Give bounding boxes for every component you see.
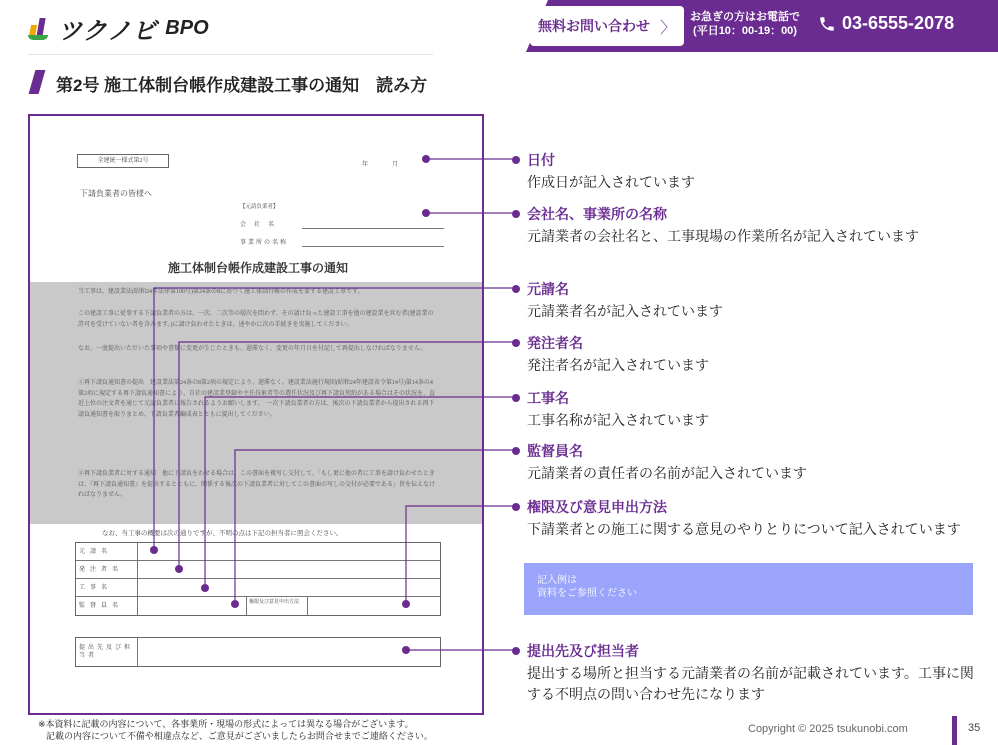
annotation-desc: 元請業者の責任者の名前が記入されています	[527, 465, 807, 481]
bullet-dot-icon	[512, 156, 520, 164]
bullet-dot-icon	[512, 394, 520, 402]
doc-date-month: 月	[392, 162, 399, 168]
annotation-desc: 作成日が記入されています	[527, 174, 695, 190]
annotation-label: 発注者名	[527, 335, 583, 351]
table-cell-label: 提出先及び担当者	[76, 638, 138, 666]
bullet-dot-icon	[512, 647, 520, 655]
page-title: 第2号 施工体制台帳作成建設工事の通知 読み方	[56, 76, 428, 95]
doc-opinion-label: 権限及び意見申出方法	[246, 597, 308, 615]
annotation-label: 工事名	[527, 390, 569, 406]
doc-salutation: 下請負業者の皆様へ	[80, 189, 152, 198]
table-cell-value	[138, 638, 440, 666]
doc-form-code: 全建統一様式第2号	[77, 154, 169, 168]
footnote	[38, 718, 433, 742]
doc-para-5: ②再下請負業者に対する通知 他に下請負をわせる場合は、この書面を複写し交付して、「もし更に他の者に工事を請け負わせたときは、『再下請負通知書』を提出するとともに、関係する後次の下請負業者に対してこの書面の写しの交付が必要である」旨を伝えなければなりません。	[78, 471, 436, 498]
doc-site-line	[302, 246, 444, 247]
hours-line1: お急ぎの方はお電話で	[690, 11, 800, 23]
table-cell-label: 元請名	[76, 543, 138, 560]
annotation-label: 提出先及び担当者	[527, 643, 639, 659]
annotation-desc: 提出する場所と担当する元請業者の名前が記載されています。工事に関する不明点の問い合わせ先になります	[527, 665, 974, 702]
table-cell-value	[138, 543, 440, 560]
phone-link[interactable]	[818, 13, 954, 34]
table-cell-label: 発注者名	[76, 561, 138, 578]
phone-icon	[818, 15, 836, 33]
example-note-box	[524, 563, 973, 615]
bullet-dot-icon	[512, 339, 520, 347]
doc-submit-table	[75, 637, 441, 667]
footnote-line1: ※本資料に記載の内容について、各事業所・現場の形式によっては異なる場合がございます。	[38, 719, 414, 729]
phone-number: 03-6555-2078	[842, 13, 955, 33]
annotation-desc: 元請業者名が記入されています	[527, 303, 723, 319]
doc-date-year: 年	[362, 162, 369, 168]
table-cell-label: 監督員名	[76, 597, 138, 615]
doc-prime-label: 【元請負業者】	[240, 204, 279, 210]
document-sample	[28, 114, 484, 715]
page-number: 35	[968, 722, 981, 734]
annotation-label: 日付	[527, 152, 555, 168]
example-line1: 記入例は	[537, 575, 577, 586]
table-cell-label: 工事名	[76, 579, 138, 596]
annotation-desc: 下請業者との施工に関する意見のやりとりについて記入されています	[527, 521, 961, 537]
contact-button[interactable]	[530, 6, 684, 46]
example-line2: 資料をご参照ください	[537, 588, 637, 599]
logo-mark-icon	[28, 15, 50, 41]
annotation-label: 元請名	[527, 281, 569, 297]
doc-company-line	[302, 228, 444, 229]
bullet-dot-icon	[512, 447, 520, 455]
logo-sub: BPO	[165, 16, 209, 39]
annotation-desc: 元請業者の会社名と、工事現場の作業所名が記入されています	[527, 228, 919, 244]
header-divider	[28, 54, 433, 55]
table-row	[76, 597, 440, 615]
annotation-label: 監督員名	[527, 443, 583, 459]
doc-para-4: ①再下請負通知書の提出 建設業法第24条の8第2項の規定により、遅滞なく、建設業法施行規則(昭和24年建設省令第14号)第14条の4第2項に規定する再下請負通知書により、自社の建設業登録や主任技術者等の選任状況及び再下請負契約がある場合はその状況を、直近上位の注文者を通じて元請負業者に報告されるようお願いします。 一次下請負業者の方は、後次の下請負業者から提出される再下請負通知書を取りまとめ、下請負業者編成表とともに提出してください。	[78, 380, 436, 418]
table-row	[76, 543, 440, 561]
table-cell-value	[138, 579, 440, 596]
annotation-label: 会社名、事業所の名称	[527, 206, 667, 222]
table-row	[76, 579, 440, 597]
hours-line2: (平日10：00-19：00)	[693, 25, 797, 37]
business-hours	[690, 10, 800, 38]
table-cell-value	[138, 561, 440, 578]
footnote-line2: 記載の内容について不備や相違点など、ご意見がございましたらお問合せまでご連絡ください。	[46, 731, 433, 741]
bullet-dot-icon	[512, 285, 520, 293]
annotation-label: 権限及び意見申出方法	[527, 499, 667, 515]
logo-text: ツクノビ	[58, 17, 158, 45]
doc-para-1: 当工事は、建設業法(昭和24年法律第100号)第24条の8に基づく施工体制台帳の作成を要する建設工事です。	[78, 289, 364, 295]
doc-note: なお、当工事の概要は次の通りですが、不明の点は下記の担当者に照会ください。	[102, 530, 343, 537]
doc-site-label: 事業所の名称	[240, 240, 289, 246]
chevron-right-icon: 〉	[659, 19, 676, 37]
bullet-dot-icon	[512, 503, 520, 511]
doc-company-label: 会社名	[240, 222, 283, 228]
doc-info-table	[75, 542, 441, 616]
contact-button-label: 無料お問い合わせ	[537, 18, 650, 34]
annotation-desc: 発注者名が記入されています	[527, 357, 709, 373]
copyright: Copyright © 2025 tsukunobi.com	[748, 723, 908, 735]
title-accent	[29, 70, 46, 94]
doc-title: 施工体制台帳作成建設工事の通知	[167, 261, 348, 275]
table-row	[76, 561, 440, 579]
doc-para-3: なお、一度提出いただいた事項や書類に変更が生じたときも、遅滞なく、変更の年月日を付記して再提出しなければなりません。	[78, 346, 427, 352]
annotation-desc: 工事名称が記入されています	[527, 412, 709, 428]
page-number-accent	[952, 716, 957, 745]
doc-para-2: この建設工事に従事する下請負業者の方は、一次、二次等の層次を問わず、その請け負った建設工事を他の建設業を営む者(建設業の許可を受けていない者を含みます。)に請け負わせたときは、速やかに次の手続きを実施してください。	[78, 311, 434, 328]
bullet-dot-icon	[512, 210, 520, 218]
logo[interactable]	[28, 12, 209, 44]
table-cell-value	[138, 597, 440, 615]
